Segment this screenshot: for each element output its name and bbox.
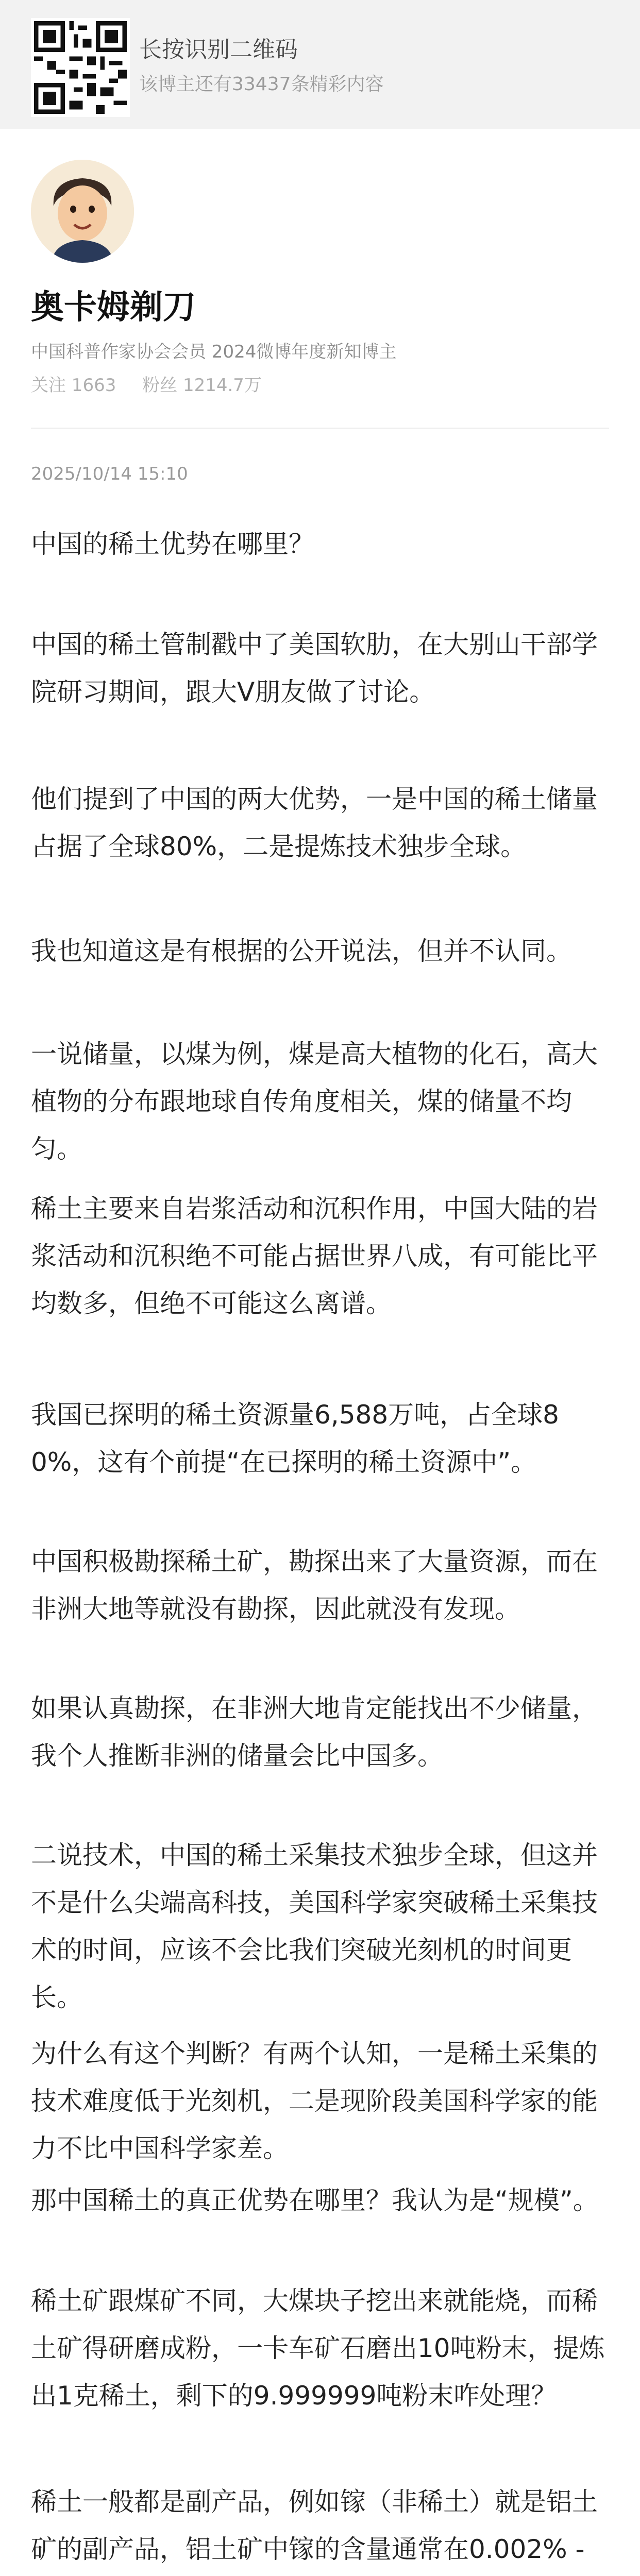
- post-paragraph: 中国的稀土管制戳中了美国软肋，在大别山干部学院研习期间，跟大V朋友做了讨论。: [31, 630, 598, 707]
- post-paragraph: 一说储量，以煤为例，煤是高大植物的化石，高大植物的分布跟地球自传角度相关，煤的储量不均匀。: [31, 1039, 598, 1164]
- fans-count[interactable]: 粉丝 1214.7万: [142, 375, 262, 396]
- post-date: 2025/10/14 15:10: [31, 464, 188, 484]
- author-stats: [31, 371, 282, 396]
- banner-title: 长按识别二维码: [139, 37, 298, 63]
- banner-subtitle: 该博主还有33437条精彩内容: [139, 74, 384, 95]
- post-paragraph: 二说技术，中国的稀土采集技术独步全球，但这并不是什么尖端高科技，美国科学家突破稀土采集技术的时间，应该不会比我们突破光刻机的时间更长。: [31, 1840, 598, 2012]
- qr-banner: [0, 0, 640, 129]
- divider: [31, 428, 609, 429]
- post-paragraph: 如果认真勘探，在非洲大地肯定能找出不少储量，我个人推断非洲的储量会比中国多。: [31, 1693, 598, 1771]
- post-paragraph: 稀土矿跟煤矿不同，大煤块子挖出来就能烧，而稀土矿得研磨成粉，一卡车矿石磨出10吨粉末，提炼出1克稀土，剩下的9.999999吨粉末咋处理？: [31, 2286, 605, 2411]
- post-paragraph: 那中国稀土的真正优势在哪里？我认为是“规模”。: [31, 2185, 599, 2215]
- post-paragraph: 中国积极勘探稀土矿，勘探出来了大量资源，而在非洲大地等就没有勘探，因此就没有发现。: [31, 1547, 598, 1624]
- post-paragraph: 稀土一般都是副产品，例如镓（非稀土）就是铝土矿的副产品，铝土矿中镓的含量通常在0.002% -: [31, 2487, 598, 2564]
- post-paragraph: 他们提到了中国的两大优势，一是中国的稀土储量占据了全球80%，二是提炼技术独步全球。: [31, 784, 598, 861]
- avatar[interactable]: [31, 160, 134, 263]
- post-paragraph: 为什么有这个判断？有两个认知，一是稀土采集的技术难度低于光刻机，二是现阶段美国科学家的能力不比中国科学家差。: [31, 2039, 598, 2163]
- author-name[interactable]: 奥卡姆剃刀: [31, 289, 196, 327]
- post-paragraph: 中国的稀土优势在哪里？: [31, 529, 314, 559]
- follows-count[interactable]: 关注 1663: [31, 375, 116, 396]
- qr-code-icon[interactable]: [31, 18, 130, 117]
- author-description: 中国科普作家协会会员 2024微博年度新知博主: [31, 342, 397, 362]
- post-paragraph: 稀土主要来自岩浆活动和沉积作用，中国大陆的岩浆活动和沉积绝不可能占据世界八成，有可能比平均数多，但绝不可能这么离谱。: [31, 1194, 598, 1318]
- post-paragraph: 我国已探明的稀土资源量6,588万吨，占全球80%，这有个前提“在已探明的稀土资源中”。: [31, 1400, 559, 1477]
- post-paragraph: 我也知道这是有根据的公开说法，但并不认同。: [31, 936, 572, 966]
